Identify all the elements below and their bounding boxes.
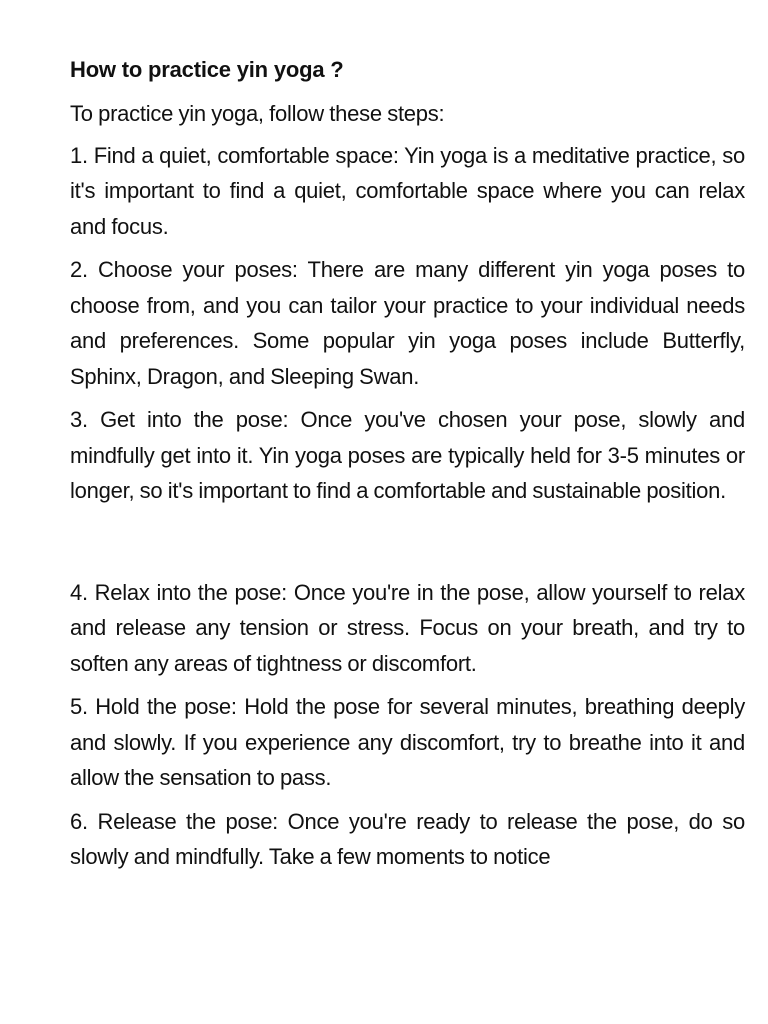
step-paragraph-2: 2. Choose your poses: There are many different yin yoga poses to choose from, and you can tailor your practice to your individual needs and preferences. Some popular yin yoga poses include Butterfly, Sphinx, Dragon, and Sleeping Swan. <box>70 257 745 389</box>
step-paragraph-5: 5. Hold the pose: Hold the pose for several minutes, breathing deeply and slowly. If you experience any discomfort, try to breathe into it and allow the sensation to pass. <box>70 694 745 790</box>
step-paragraph-4: 4. Relax into the pose: Once you're in the pose, allow yourself to relax and release any tension or stress. Focus on your breath, and try to soften any areas of tightness or discomfort. <box>70 579 745 676</box>
step-paragraph-3: 3. Get into the pose: Once you've chosen your pose, slowly and mindfully get into it. Yin yoga poses are typically held for 3-5 minutes or longer, so it's important to find a comfortable and sustainable position. <box>70 407 745 503</box>
document-heading: How to practice yin yoga ? <box>70 57 344 82</box>
document-page <box>70 54 745 883</box>
intro-paragraph: To practice yin yoga, follow these steps: <box>70 101 445 126</box>
paragraph-gap <box>70 517 745 575</box>
step-paragraph-1: 1. Find a quiet, comfortable space: Yin yoga is a meditative practice, so it's important to find a quiet, comfortable space where you can relax and focus. <box>70 142 745 239</box>
step-paragraph-6: 6. Release the pose: Once you're ready to release the pose, do so slowly and mindfully. Take a few moments to notice <box>70 808 745 869</box>
